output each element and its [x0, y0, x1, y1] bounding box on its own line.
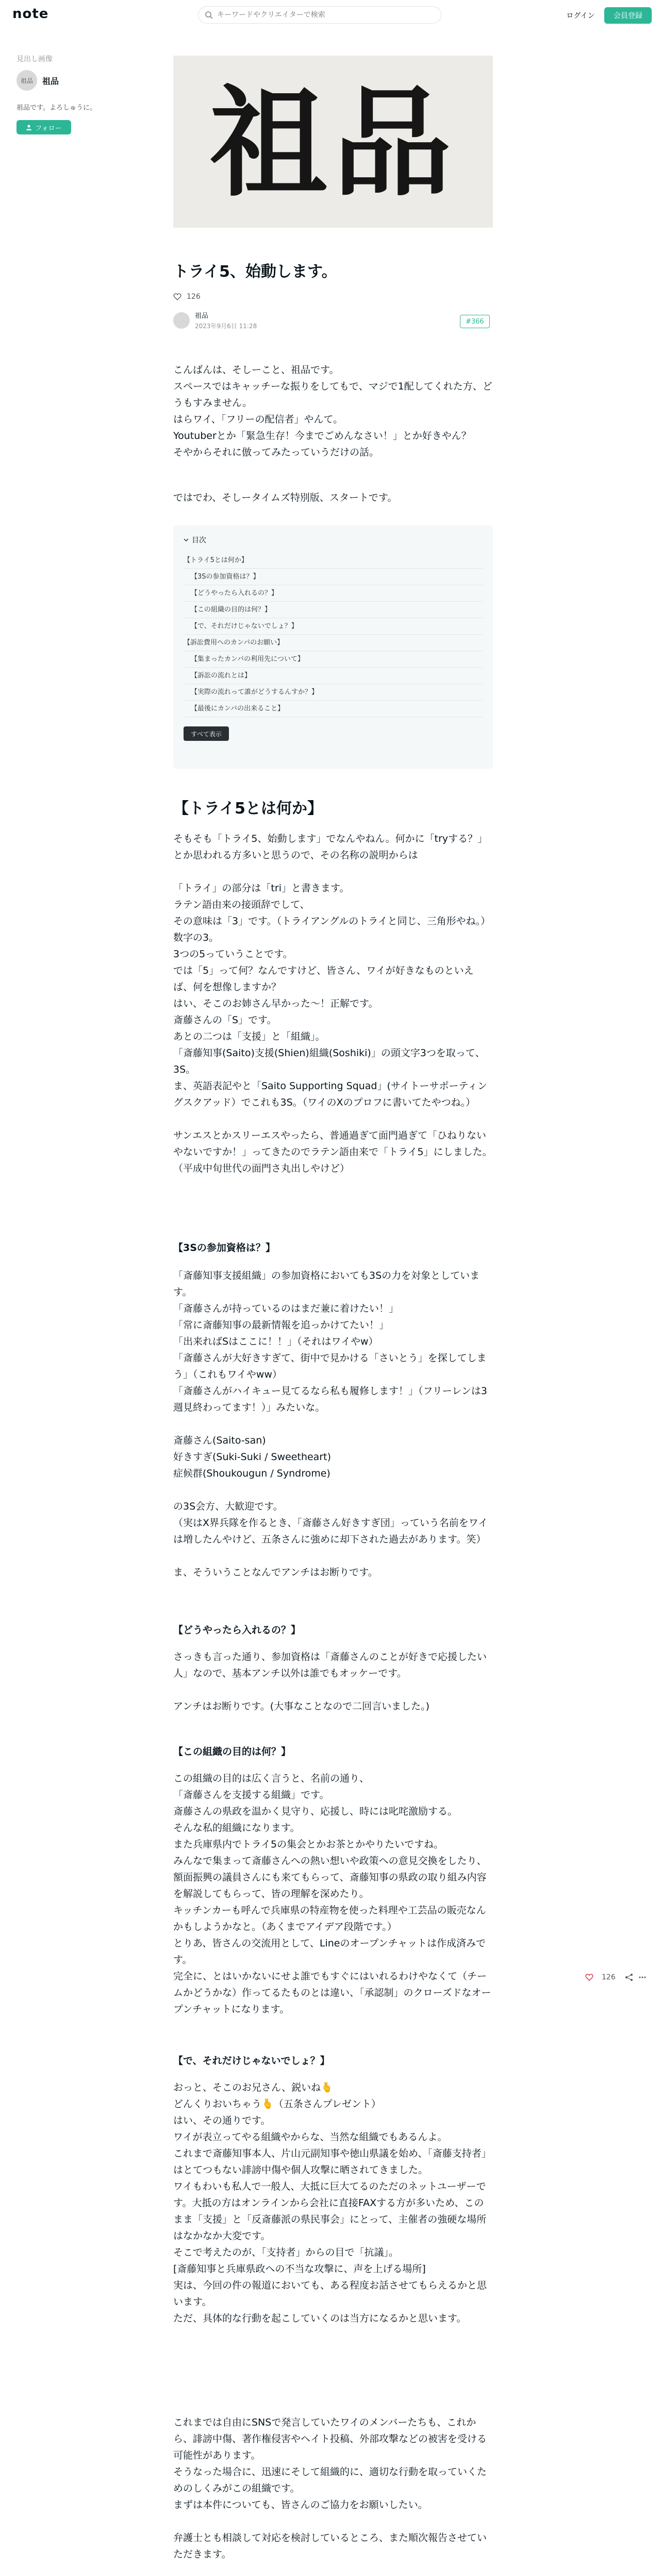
author-name-small[interactable]: 祖品: [195, 312, 209, 320]
section-body: 「斎藤知事支援組織」の参加資格においても3Sの力を対象としています。 「斎藤さんが持っているのはまだ兼に着けたい！」 「常に斎藤知事の最新情報を追っかけてたい！」 「出来ればSはここに！！」（それはワイやw） 「斎藤さんが大好きすぎて、街中で見かける「さいとう」を探してしまう」（これもワイやww） 「斎藤さんがハイキュー見てるなら私も履修します！」（フリーレンは3週見終わってます！）」みたいな。 斎藤さん(Saito-san) 好きすぎ(Suki-Suki / Sweetheart) 症候群(Shoukougun / Syndrome) の3S会方、大歓迎です。 （実はX界兵隊を作るとき、「斎藤さん好きすぎ団」っていう名前をワイは増したんやけど、五条さんに強めに却下された過去があります。笑） ま、そういうことなんでアンチはお断りです。: [173, 1270, 488, 1578]
toc-item[interactable]: 【この組織の目的は何？】: [184, 602, 483, 618]
toc-item[interactable]: 【で、それだけじゃないでしょ？】: [184, 618, 483, 635]
heart-icon[interactable]: [585, 1973, 593, 1981]
toc-item[interactable]: 【どうやったら入れるの？】: [184, 585, 483, 602]
site-logo[interactable]: note: [12, 6, 49, 22]
article-title: トライ5、始動します。: [173, 263, 337, 281]
toc-item[interactable]: 【実際の流れって誰がどうするんすか？】: [184, 684, 483, 701]
chevron-down-icon: [184, 537, 189, 543]
author-bio: 祖品です。よろしゅうに。: [16, 104, 96, 112]
avatar[interactable]: [16, 70, 37, 91]
share-icon[interactable]: [625, 1973, 633, 1981]
section-heading: 【トライ5とは何か】: [173, 800, 323, 818]
section-body: おっと、そこのお兄さん、鋭いね🫰 どんくりおいちゃう🫰（五条さんプレゼント） はい、その通りです。 ワイが表立ってやる組織やからな、当然な組織でもあるんよ。 これまで斎藤知事本人、片山元副知事や徳山県議を始め、「斎藤支持者」はとてつもない誹謗中傷や個人攻撃に晒されてきました。 ワイもわいも私人で一般人、大抵に巨大てるのただのネットユーザーです。大抵の方はオンラインから会社に直接FAXする方が多いため、このまま「支援」と「反斎藤派の県民事会」にとって、主催者の強硬な場所はなかなか大変です。 そこで考えたのが、「支持者」からの目で「抗議」。 [斎藤知事と兵庫県政への不当な攻撃に、声を上げる場所] 実は、今回の件の報道においても、ある程度お話させてもらえるかと思います。 ただ、具体的な行動を起こしていくのは当方になるかと思います。: [173, 2082, 491, 2324]
section-eligibility: [173, 1240, 493, 1581]
section-more: [173, 2053, 493, 2327]
section-how-to-join: [173, 1622, 493, 1715]
toc-item[interactable]: 【最後にカンパの出来ること】: [184, 701, 483, 717]
toc-item[interactable]: 【集まったカンパの利用先について】: [184, 651, 483, 668]
floating-like-count: 126: [602, 1973, 616, 1981]
section-heading: 【で、それだけじゃないでしょ？】: [173, 2055, 330, 2066]
publish-date: 2023年9月6日 11:28: [195, 323, 257, 330]
intro2-section: [173, 489, 493, 506]
author-avatar[interactable]: [173, 312, 190, 329]
search-input[interactable]: [217, 11, 423, 19]
section-more-continued: [173, 2414, 493, 2563]
section-body: そもそも「トライ5、始動します」でなんやねん。何かに「tryする？」とか思われる方多いと思うので、その名称の説明からは 「トライ」の部分は「tri」と書きます。 ラテン語由来の接頭辞でして、 その意味は「3」です。（トライアングルのトライと同じ、三角形やね。） 数字の3。 3つの5っていうことです。 では「5」って何？なんですけど、皆さん、ワイが好きなものといえば、何を想像しますか？ はい、そこのお姉さん早かった～！正解です。 斎藤さんの「S」です。 あとの二つは「支援」と「組織」。 「斎藤知事(Saito)支援(Shien)組織(Soshiki)」の頭文字3つを取って、3S。 ま、英語表記やと「Saito Supporting Squad」(サイトーサポーティングスクアッド）でこれも3S。（ワイのXのプロフに書いてたやつね。） サンエスとかスリーエスやったら、普通過ぎて面門過ぎて「ひねりないやないですか！」ってきたのでラテン語由来で「トライ5」にしました。（平成中旬世代の面門さ丸出しやけど）: [173, 833, 492, 1174]
intro-section: [173, 362, 493, 461]
toc-item[interactable]: 【訴訟の流れとは】: [184, 668, 483, 684]
floating-action-bar: [585, 1973, 647, 1981]
like-counter[interactable]: [173, 293, 201, 301]
section-body: これまでは自由にSNSで発言していたワイのメンバーたちも、これから、誹謗中傷、著作権侵害やヘイト投稿、外部攻撃などの被害を受ける可能性があります。 そうなった場合に、迅速にそして組織的に、適切な行動を取っていくためのしくみがこの組織です。 まずは本件についても、皆さんのご協力をお願いしたい。 弁護士とも相談して対応を検討しているところ、また順次報告させていただきます。: [173, 2417, 487, 2560]
toc-list: [184, 552, 483, 717]
intro2-text: ではでわ、そしータイムズ特別版、スタートです。: [173, 492, 398, 503]
section-heading: 【3Sの参加資格は？】: [173, 1242, 275, 1253]
signup-button[interactable]: 会員登録: [604, 7, 652, 24]
author-sidebar: [16, 54, 140, 134]
author-name[interactable]: 祖品: [42, 76, 59, 86]
article-author[interactable]: [173, 310, 257, 330]
intro-text: こんばんは、そしーこと、祖品です。 スペースではキャッチーな振りをしてもで、マジで1配してくれた方、どうもすみません。 はらワイ、「フリーの配信者」やんて。 Youtuberとか「緊急生存！今までごめんなさい！」とか好きやん？ そやからそれに倣ってみたっていうだけの話。: [173, 364, 492, 458]
follow-label: フォロー: [35, 124, 62, 132]
section-what-is: [173, 798, 493, 1177]
search-icon: [205, 11, 213, 19]
table-of-contents: [173, 526, 493, 769]
toc-item[interactable]: 【訴訟費用へのカンパのお願い】: [184, 635, 483, 651]
calligraphy-illustration: [173, 56, 493, 228]
person-add-icon: [26, 124, 32, 130]
hashtag-badge[interactable]: #366: [460, 315, 490, 328]
heart-icon[interactable]: [173, 293, 181, 301]
site-header: [0, 0, 662, 29]
toc-item[interactable]: 【3Sの参加資格は？】: [184, 569, 483, 585]
sidebar-label: 見出し画像: [16, 55, 53, 63]
section-body: さっきも言った通り、参加資格は「斎藤さんのことが好きで応援したい人」なので、基本アンチ以外は誰でもオッケーです。 アンチはお断りです。(大事なことなので二回言いました。): [173, 1651, 487, 1712]
login-button[interactable]: ログイン: [566, 12, 595, 20]
toc-title: 目次: [192, 536, 206, 545]
search-box[interactable]: [198, 6, 441, 24]
toc-show-all-button[interactable]: すべて表示: [184, 726, 229, 741]
hero-image: [173, 56, 493, 228]
avatar-text: 祖品: [20, 77, 33, 84]
follow-button[interactable]: [16, 120, 71, 134]
sidebar-author[interactable]: [16, 70, 140, 91]
svg-text:祖品: 祖品: [209, 74, 457, 213]
toc-toggle[interactable]: [184, 535, 483, 545]
section-body: この組織の目的は広く言うと、名前の通り、 「斎藤さんを支援する組織」です。 斎藤さんの県政を温かく見守り、応援し、時には叱咤激励する。 そんな私的組織になります。 また兵庫県内でトライ5の集会とかお茶とかやりたいですね。 みんなで集まって斎藤さんへの熱い想いや政策への意見交換をしたり、額面振興の議員さんにも来てもらって、斎藤知事の県政の取り組み内容を解説してもらって、皆の理解を深めたり。 キッチンカーも呼んで兵庫県の特産物を使った料理や工芸品の販売なんかもしようかなと。（あくまでアイデア段階です。） とりあ、皆さんの交流用として、Lineのオープンチャットは作成済みです。 完全に、とはいかないにせよ誰でもすぐにはいれるわけやなくて（チームかどうかな）作ってるたものとは違い、「承認制」のクローズドなオープンチャットになります。: [173, 1773, 491, 2015]
more-icon[interactable]: [638, 1973, 647, 1981]
section-heading: 【どうやったら入れるの？】: [173, 1624, 301, 1636]
toc-item[interactable]: 【トライ5とは何か】: [184, 552, 483, 569]
section-heading: 【この組織の目的は何？】: [173, 1746, 291, 1757]
like-count: 126: [187, 293, 201, 301]
section-purpose: [173, 1743, 493, 2018]
